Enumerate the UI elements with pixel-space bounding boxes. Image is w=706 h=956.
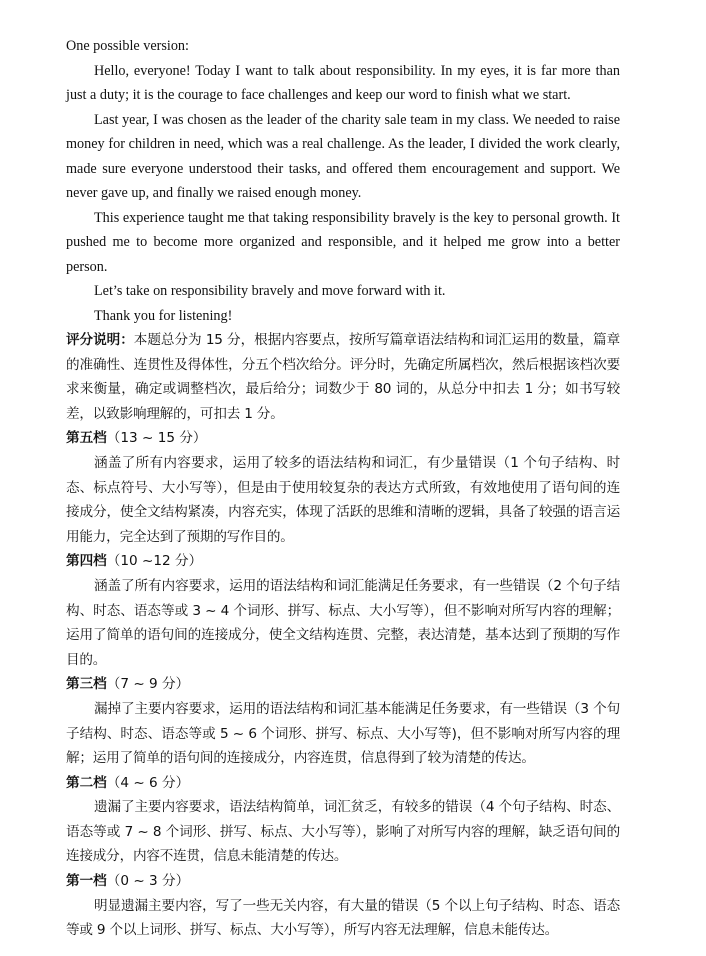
- essay-paragraph-2: Last year, I was chosen as the leader of the charity sale team in my class. We needed to raise money for children in need, which was a real challenge. As the leader, I divided the work clearly, made sure everyone understood their tasks, and offered them encouragement and support. We never gave up, and finally we raised enough money.: [66, 111, 620, 201]
- level-5-text: 涵盖了所有内容要求，运用了较多的语法结构和词汇，有少量错误（1 个句子结构、时态、标点符号、大小写等），但是由于使用较复杂的表达方式所致，有效地使用了语句间的连接成分，使全文结构紧凑，内容充实，体现了活跃的思维和清晰的逻辑，具备了较强的语言运用能力，完全达到了预期的写作目的。: [66, 454, 620, 545]
- level-4-heading: 第四档（10 ~12 分）: [66, 553, 203, 570]
- level-4-text: 涵盖了所有内容要求，运用的语法结构和词汇能满足任务要求，有一些错误（2 个句子结构、时态、语态等或 3 ~ 4 个词形、拼写、标点、大小写等），但不影响对所写内容的理解；运用了简单的语句间的连接成分，使全文结构连贯、完整，表达清楚，基本达到了预期的写作目的。: [66, 577, 620, 668]
- level-2-heading: 第二档（4 ~ 6 分）: [66, 774, 190, 791]
- scoring-label: 评分说明：: [66, 332, 134, 348]
- essay-paragraph-5: Thank you for listening!: [94, 307, 233, 324]
- level-1-heading: 第一档（0 ~ 3 分）: [66, 873, 190, 890]
- level-1-text: 明显遗漏主要内容，写了一些无关内容，有大量的错误（5 个以上句子结构、时态、语态等或 9 个以上词形、拼写、标点、大小写等），所写内容无法理解，信息未能传达。: [66, 897, 620, 939]
- intro-line: One possible version:: [66, 38, 189, 54]
- essay-paragraph-4: Let’s take on responsibility bravely and move forward with it.: [94, 283, 446, 299]
- essay-paragraph-1: Hello, everyone! Today I want to talk about responsibility. In my eyes, it is far more than just a duty; it is the courage to face challenges and keep our word to finish what we start.: [66, 62, 620, 103]
- level-5-heading: 第五档（13 ~ 15 分）: [66, 430, 207, 447]
- level-3-heading: 第三档（7 ~ 9 分）: [66, 676, 190, 693]
- scoring-text: 本题总分为 15 分，根据内容要点，按所写篇章语法结构和词汇运用的数量，篇章的准确性、连贯性及得体性，分五个档次给分。评分时，先确定所属档次，然后根据该档次要求来衡量，确定或调整档次，最后给分；词数少于 80 词的，从总分中扣去 1 分；如书写较差，以致影响理解的，可扣去 1 分。: [66, 332, 620, 422]
- essay-paragraph-3: This experience taught me that taking responsibility bravely is the key to personal growth. It pushed me to become more organized and responsible, and it helped me grow into a better person.: [66, 209, 620, 275]
- level-2-text: 遗漏了主要内容要求，语法结构简单，词汇贫乏，有较多的错误（4 个句子结构、时态、语态等或 7 ~ 8 个词形、拼写、标点、大小写等），影响了对所写内容的理解，缺乏语句间的连接成分，内容不连贯，信息未能清楚的传达。: [66, 799, 620, 865]
- scoring-notes: [66, 328, 620, 426]
- level-3-text: 漏掉了主要内容要求，运用的语法结构和词汇基本能满足任务要求，有一些错误（3 个句子结构、时态、语态等或 5 ~ 6 个词形、拼写、标点、大小写等)，但不影响对所写内容的理解；运用了简单的语句间的连接成分，内容连贯，信息得到了较为清楚的传达。: [66, 700, 620, 767]
